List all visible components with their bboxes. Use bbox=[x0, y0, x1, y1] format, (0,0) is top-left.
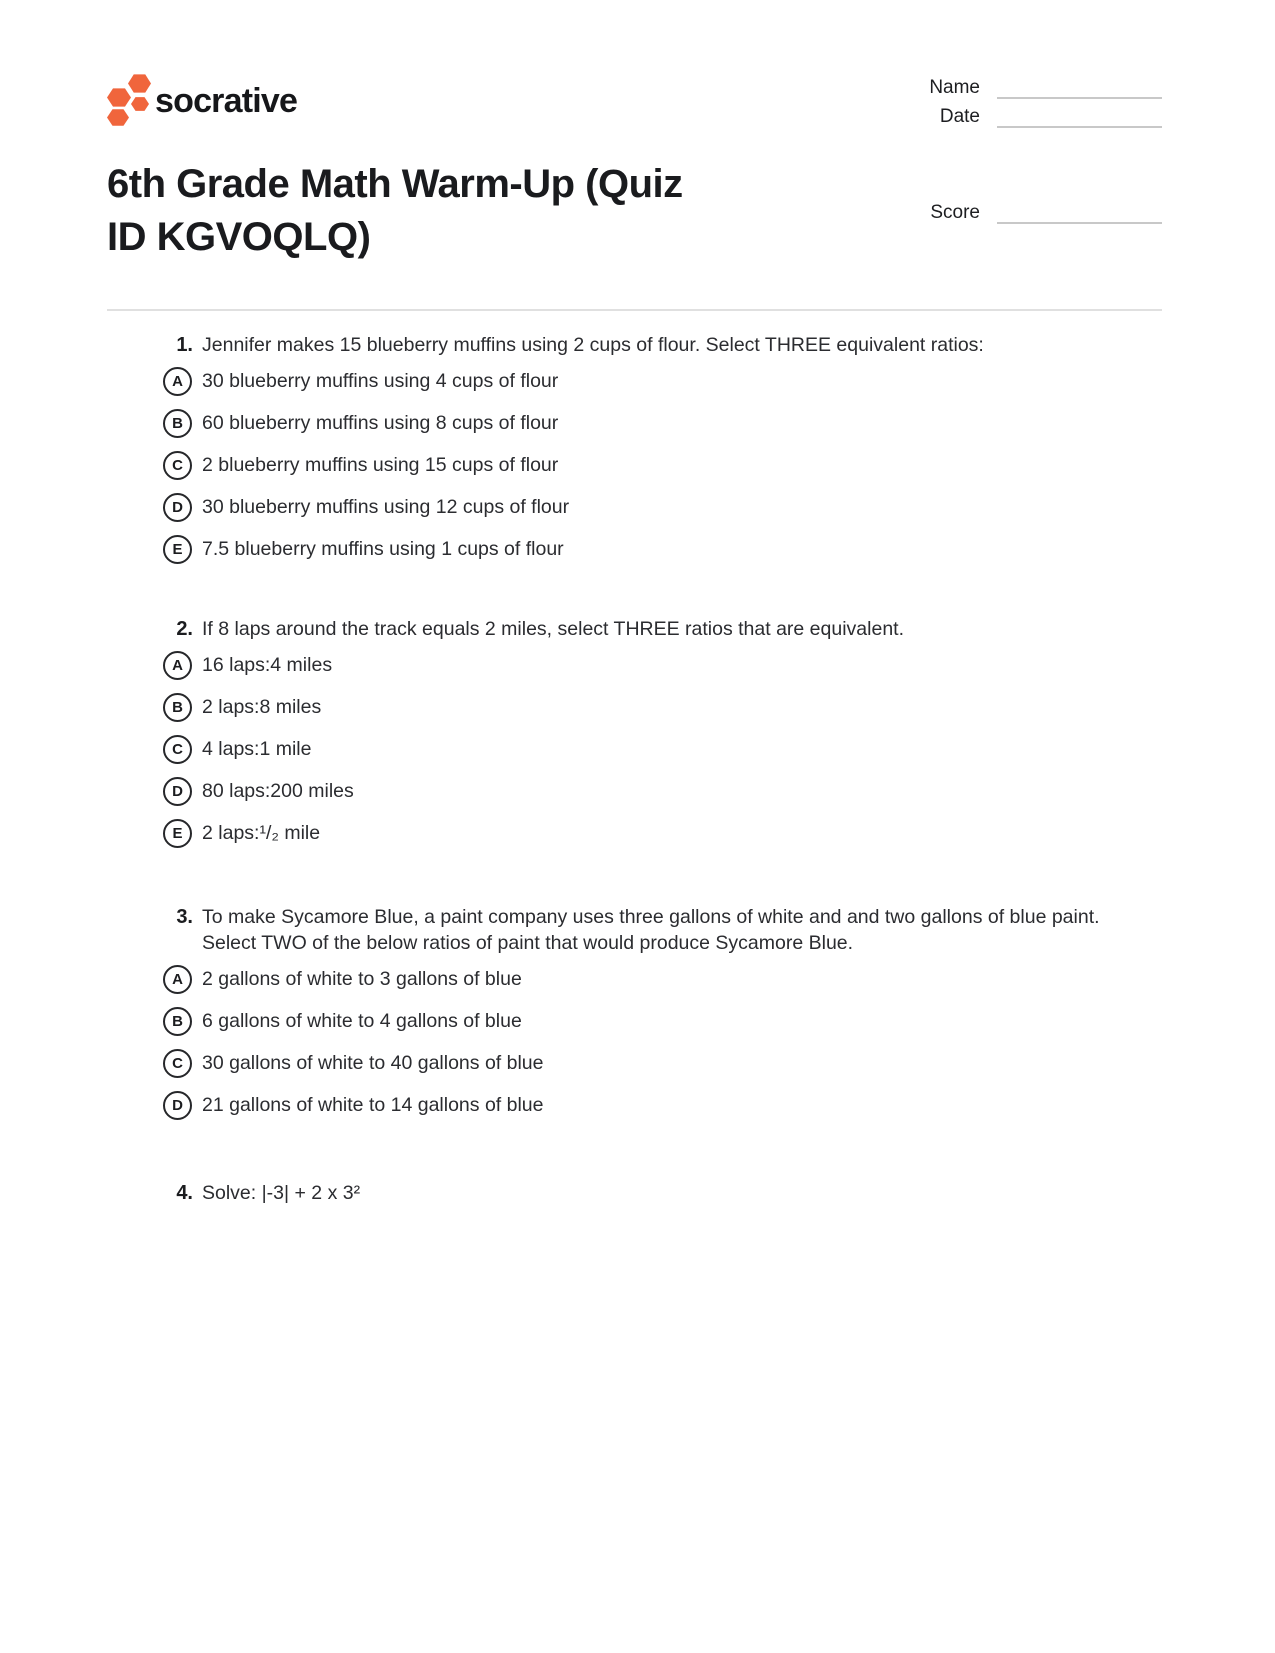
answer-letter: D bbox=[172, 783, 183, 800]
answer-option bbox=[107, 651, 1119, 680]
answer-option bbox=[107, 451, 1119, 480]
page-title-line2: ID KGVOQLQ) bbox=[107, 215, 371, 259]
question-text: If 8 laps around the track equals 2 miles, select THREE ratios that are equivalent. bbox=[202, 618, 904, 640]
answer-text: 4 laps:1 mile bbox=[202, 738, 312, 760]
answer-bubble[interactable] bbox=[163, 965, 192, 994]
answer-bubble[interactable] bbox=[163, 1007, 192, 1036]
logo-hexagon-icon bbox=[128, 73, 151, 94]
score-fill-in-line[interactable] bbox=[997, 201, 1162, 224]
answer-option bbox=[107, 493, 1119, 522]
answer-letter: B bbox=[172, 1013, 183, 1030]
answer-letter: E bbox=[172, 825, 183, 842]
answer-bubble[interactable] bbox=[163, 693, 192, 722]
answer-text: 16 laps:4 miles bbox=[202, 654, 333, 676]
answer-option bbox=[107, 535, 1119, 564]
name-label: Name bbox=[929, 77, 980, 98]
answer-text: 2 gallons of white to 3 gallons of blue bbox=[202, 968, 522, 990]
answer-bubble[interactable] bbox=[163, 735, 192, 764]
question-row bbox=[107, 904, 1119, 956]
question-options bbox=[107, 651, 1119, 848]
answer-text: 30 gallons of white to 40 gallons of blue bbox=[202, 1052, 544, 1074]
answer-option bbox=[107, 1007, 1119, 1036]
answer-bubble[interactable] bbox=[163, 409, 192, 438]
logo-hexagon-icon bbox=[107, 87, 131, 108]
answer-bubble[interactable] bbox=[163, 819, 192, 848]
date-field-row bbox=[910, 105, 1162, 128]
question-number: 4. bbox=[176, 1182, 193, 1204]
answer-option bbox=[107, 735, 1119, 764]
answer-option bbox=[107, 693, 1119, 722]
socrative-logo bbox=[100, 66, 360, 128]
logo-wordmark: socrative bbox=[155, 82, 298, 120]
answer-text: 2 laps:8 miles bbox=[202, 696, 322, 718]
answer-text: 80 laps:200 miles bbox=[202, 780, 354, 802]
answer-text: 21 gallons of white to 14 gallons of blue bbox=[202, 1094, 544, 1116]
question-row bbox=[107, 332, 1119, 358]
answer-letter: A bbox=[172, 373, 183, 390]
answer-option bbox=[107, 819, 1119, 848]
answer-option bbox=[107, 1091, 1119, 1120]
answer-option bbox=[107, 1049, 1119, 1078]
answer-text: 2 laps:¹/₂ mile bbox=[202, 822, 321, 844]
answer-letter: D bbox=[172, 1097, 183, 1114]
question-row bbox=[107, 616, 1119, 642]
question-options bbox=[107, 367, 1119, 564]
answer-letter: B bbox=[172, 415, 183, 432]
score-field-row bbox=[910, 201, 1162, 224]
answer-letter: B bbox=[172, 699, 183, 716]
answer-text: 60 blueberry muffins using 8 cups of flour bbox=[202, 412, 559, 434]
answer-bubble[interactable] bbox=[163, 1049, 192, 1078]
answer-letter: A bbox=[172, 657, 183, 674]
question-block bbox=[107, 616, 1119, 861]
answer-bubble[interactable] bbox=[163, 1091, 192, 1120]
answer-letter: D bbox=[172, 499, 183, 516]
logo-hexagon-icon bbox=[107, 108, 129, 127]
answer-letter: A bbox=[172, 971, 183, 988]
page-title-line1: 6th Grade Math Warm-Up (Quiz bbox=[107, 162, 683, 206]
answer-text: 30 blueberry muffins using 4 cups of flour bbox=[202, 370, 559, 392]
question-options bbox=[107, 965, 1119, 1120]
answer-option bbox=[107, 777, 1119, 806]
answer-letter: C bbox=[172, 457, 183, 474]
answer-letter: C bbox=[172, 741, 183, 758]
answer-bubble[interactable] bbox=[163, 777, 192, 806]
answer-option bbox=[107, 367, 1119, 396]
answer-text: 6 gallons of white to 4 gallons of blue bbox=[202, 1010, 522, 1032]
question-row bbox=[107, 1180, 1119, 1206]
date-label: Date bbox=[939, 106, 980, 127]
question-text: Solve: |-3| + 2 x 3² bbox=[202, 1182, 361, 1204]
date-fill-in-line[interactable] bbox=[997, 105, 1162, 128]
name-fill-in-line[interactable] bbox=[997, 76, 1162, 99]
page-title bbox=[107, 158, 907, 264]
question-text: Jennifer makes 15 blueberry muffins using 2 cups of flour. Select THREE equivalent ratios: bbox=[202, 334, 984, 356]
answer-text: 30 blueberry muffins using 12 cups of flour bbox=[202, 496, 570, 518]
score-label: Score bbox=[930, 202, 980, 223]
question-block bbox=[107, 332, 1119, 577]
answer-letter: C bbox=[172, 1055, 183, 1072]
answer-bubble[interactable] bbox=[163, 535, 192, 564]
answer-bubble[interactable] bbox=[163, 651, 192, 680]
question-block bbox=[107, 1180, 1119, 1215]
question-number: 2. bbox=[176, 618, 193, 640]
question-number: 1. bbox=[176, 334, 193, 356]
question-text: To make Sycamore Blue, a paint company uses three gallons of white and and two gallons of blue paint. Select TWO of the below ratios of paint that would produce Sycamore Blue. bbox=[202, 906, 1100, 954]
answer-text: 7.5 blueberry muffins using 1 cups of flour bbox=[202, 538, 564, 560]
answer-letter: E bbox=[172, 541, 183, 558]
question-number: 3. bbox=[176, 906, 193, 928]
answer-text: 2 blueberry muffins using 15 cups of flour bbox=[202, 454, 559, 476]
answer-bubble[interactable] bbox=[163, 367, 192, 396]
name-field-row bbox=[910, 76, 1162, 99]
logo-hexagon-icon bbox=[131, 96, 149, 112]
answer-bubble[interactable] bbox=[163, 493, 192, 522]
answer-bubble[interactable] bbox=[163, 451, 192, 480]
question-block bbox=[107, 904, 1119, 1133]
header-divider bbox=[107, 309, 1162, 311]
answer-option bbox=[107, 965, 1119, 994]
answer-option bbox=[107, 409, 1119, 438]
